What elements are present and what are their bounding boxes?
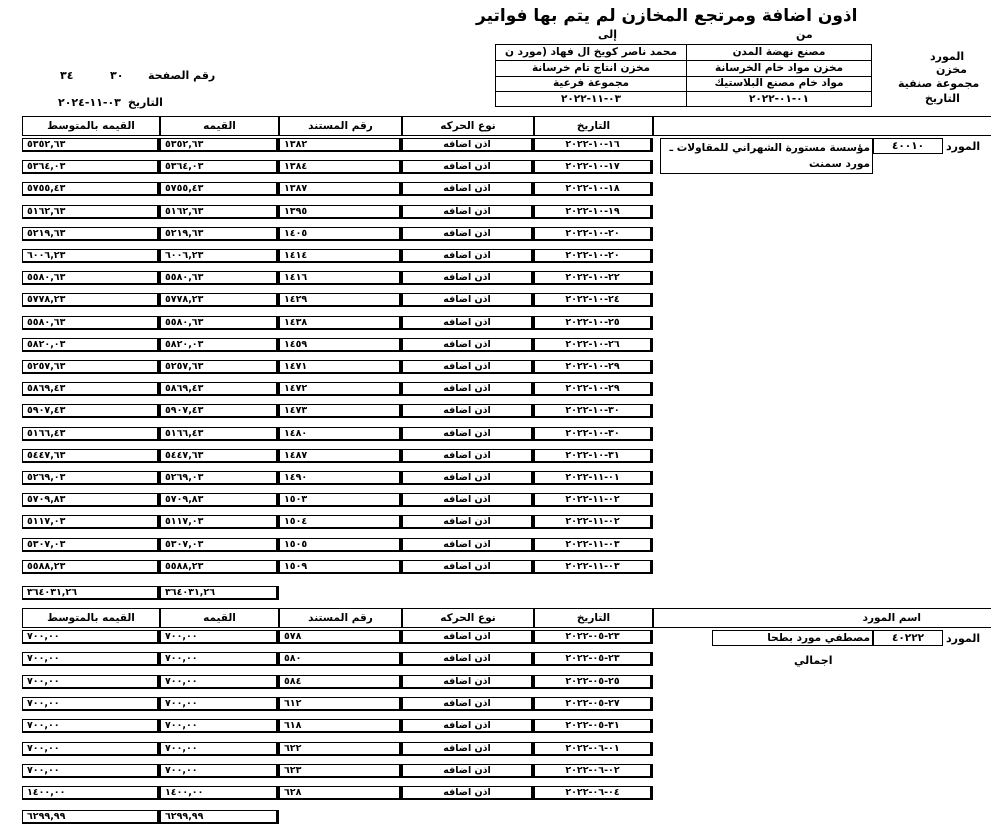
cell-type: اذن اضافه — [402, 293, 534, 307]
cell-value: ٥٥٨٨,٢٣ — [160, 560, 279, 574]
cell-type: اذن اضافه — [402, 652, 534, 666]
cell-value: ٥٨٢٠,٠٣ — [160, 338, 279, 352]
cell-date: ٢٩-١٠-٢٠٢٢ — [534, 382, 653, 396]
cell-doc: ٦٢٢ — [279, 742, 402, 756]
cell-type: اذن اضافه — [402, 316, 534, 330]
cell-doc: ١٤٨٠ — [279, 427, 402, 441]
cell-value: ٧٠٠,٠٠ — [160, 630, 279, 644]
filter-from-group: مواد خام مصنع البلاستيك — [714, 77, 844, 89]
cell-doc: ١٤٥٩ — [279, 338, 402, 352]
cell-avg: ٥٢٥٧,٦٣ — [22, 360, 160, 374]
cell-doc: ١٤٧١ — [279, 360, 402, 374]
print-date-label: التاريخ — [128, 96, 163, 109]
range-from-label: من — [796, 28, 813, 41]
cell-doc: ١٤٨٧ — [279, 449, 402, 463]
col-header-date: التاريخ — [534, 116, 653, 136]
cell-date: ٠١-٠٦-٢٠٢٢ — [534, 742, 653, 756]
cell-value: ١٤٠٠,٠٠ — [160, 786, 279, 800]
cell-type: اذن اضافه — [402, 742, 534, 756]
filter-to-store: مخزن انتاج تام خرسانة — [531, 62, 651, 74]
cell-value: ٥١١٧,٠٣ — [160, 515, 279, 529]
cell-doc: ٥٧٨ — [279, 630, 402, 644]
cell-avg: ٥٧٠٩,٨٣ — [22, 493, 160, 507]
cell-date: ٢٦-١٠-٢٠٢٢ — [534, 338, 653, 352]
cell-avg: ٧٠٠,٠٠ — [22, 764, 160, 778]
cell-date: ٠٢-٠٦-٢٠٢٢ — [534, 764, 653, 778]
filter-label-date: التاريخ — [925, 92, 960, 105]
cell-avg: ٥٢١٩,٦٣ — [22, 227, 160, 241]
cell-date: ٠٣-١١-٢٠٢٢ — [534, 538, 653, 552]
cell-date: ٢٢-١٠-٢٠٢٢ — [534, 271, 653, 285]
cell-doc: ١٤٠٥ — [279, 227, 402, 241]
cell-type: اذن اضافه — [402, 675, 534, 689]
cell-type: اذن اضافه — [402, 160, 534, 174]
cell-value: ٥٤٤٧,٦٣ — [160, 449, 279, 463]
cell-avg: ٧٠٠,٠٠ — [22, 742, 160, 756]
cell-date: ٢٠-١٠-٢٠٢٢ — [534, 249, 653, 263]
cell-doc: ١٤١٦ — [279, 271, 402, 285]
cell-avg: ٧٠٠,٠٠ — [22, 697, 160, 711]
cell-date: ٢٣-٠٥-٢٠٢٢ — [534, 652, 653, 666]
cell-type: اذن اضافه — [402, 764, 534, 778]
print-date: ٠٣-١١-٢٠٢٤ — [58, 96, 121, 109]
group2-total-label: اجمالي — [794, 654, 833, 667]
page-number-label: رقم الصفحة — [148, 69, 216, 82]
cell-type: اذن اضافه — [402, 560, 534, 574]
filter-from-store: مخزن مواد خام الخرسانة — [714, 62, 844, 74]
cell-value: ٧٠٠,٠٠ — [160, 764, 279, 778]
cell-avg: ٥٨٢٠,٠٣ — [22, 338, 160, 352]
filter-to-group: مجموعة فرعية — [552, 77, 630, 89]
cell-date: ١٩-١٠-٢٠٢٢ — [534, 205, 653, 219]
col-header-doc: رقم المستند — [279, 116, 402, 136]
cell-doc: ١٥٠٣ — [279, 493, 402, 507]
cell-doc: ٦١٢ — [279, 697, 402, 711]
group2-supplier-name: مصطفي مورد بطحا — [712, 630, 873, 646]
group1-supplier-code: ٤٠٠١٠ — [873, 138, 943, 154]
filter-label-store: مخزن — [936, 63, 967, 76]
cell-doc: ١٤٧٢ — [279, 382, 402, 396]
cell-date: ١٦-١٠-٢٠٢٢ — [534, 138, 653, 152]
cell-date: ٣١-٠٥-٢٠٢٢ — [534, 719, 653, 733]
cell-doc: ١٤٢٩ — [279, 293, 402, 307]
cell-avg: ٥٧٧٨,٢٣ — [22, 293, 160, 307]
cell-doc: ٥٨٤ — [279, 675, 402, 689]
col-header-type: نوع الحركه — [402, 116, 534, 136]
page-number: ٣٠ — [110, 69, 124, 82]
col-header-doc: رقم المستند — [279, 608, 402, 628]
cell-type: اذن اضافه — [402, 138, 534, 152]
cell-value: ٥٥٨٠,٦٣ — [160, 271, 279, 285]
cell-date: ٠٤-٠٦-٢٠٢٢ — [534, 786, 653, 800]
cell-doc: ٦٢٨ — [279, 786, 402, 800]
group2-total-value: ٦٢٩٩,٩٩ — [160, 810, 279, 824]
cell-value: ٧٠٠,٠٠ — [160, 719, 279, 733]
group2-supplier-label: المورد — [946, 632, 981, 645]
cell-avg: ٥٣٥٢,٦٣ — [22, 138, 160, 152]
supplier-header-cell — [653, 116, 991, 136]
cell-doc: ١٥٠٥ — [279, 538, 402, 552]
cell-date: ٠٢-١١-٢٠٢٢ — [534, 493, 653, 507]
cell-type: اذن اضافه — [402, 271, 534, 285]
cell-date: ٢٠-١٠-٢٠٢٢ — [534, 227, 653, 241]
cell-value: ٥٨٦٩,٤٣ — [160, 382, 279, 396]
cell-doc: ١٣٨٢ — [279, 138, 402, 152]
cell-avg: ٥٢٦٩,٠٣ — [22, 471, 160, 485]
cell-date: ٢٩-١٠-٢٠٢٢ — [534, 360, 653, 374]
cell-date: ١٨-١٠-٢٠٢٢ — [534, 182, 653, 196]
filter-box — [495, 44, 872, 107]
cell-avg: ١٤٠٠,٠٠ — [22, 786, 160, 800]
cell-doc: ١٤٧٣ — [279, 404, 402, 418]
cell-value: ٥٧٠٩,٨٣ — [160, 493, 279, 507]
group2-supplier-code: ٤٠٢٢٢ — [873, 630, 943, 646]
group1-supplier-name: مؤسسة مستورة الشهراني للمقاولات ـ مورد سمنت — [660, 138, 873, 174]
cell-value: ٧٠٠,٠٠ — [160, 652, 279, 666]
cell-avg: ٧٠٠,٠٠ — [22, 719, 160, 733]
cell-avg: ٥١٦٢,٦٣ — [22, 205, 160, 219]
group1-total-avg: ٣٦٤٠٣١,٢٦ — [22, 586, 160, 600]
col-header-avg: القيمه بالمتوسط — [22, 608, 160, 628]
cell-doc: ١٣٨٤ — [279, 160, 402, 174]
report-title: اذون اضافة ومرتجع المخازن لم يتم بها فواتير — [476, 6, 858, 26]
cell-type: اذن اضافه — [402, 382, 534, 396]
cell-date: ٣١-١٠-٢٠٢٢ — [534, 449, 653, 463]
filter-label-group: مجموعة صنفية — [898, 77, 980, 90]
cell-value: ٥٩٠٧,٤٣ — [160, 404, 279, 418]
cell-avg: ٧٠٠,٠٠ — [22, 652, 160, 666]
supplier-name-header: اسم المورد — [862, 612, 921, 624]
col-header-type: نوع الحركه — [402, 608, 534, 628]
cell-avg: ٥٥٨٠,٦٣ — [22, 316, 160, 330]
cell-avg: ٥١٦٦,٤٣ — [22, 427, 160, 441]
cell-type: اذن اضافه — [402, 515, 534, 529]
filter-from-date: ٠١-٠١-٢٠٢٢ — [748, 93, 809, 105]
cell-value: ٥٧٥٥,٤٣ — [160, 182, 279, 196]
cell-date: ٠٢-١١-٢٠٢٢ — [534, 515, 653, 529]
cell-value: ٥٣٠٧,٠٣ — [160, 538, 279, 552]
cell-value: ٧٠٠,٠٠ — [160, 742, 279, 756]
cell-value: ٥١٦٦,٤٣ — [160, 427, 279, 441]
cell-type: اذن اضافه — [402, 427, 534, 441]
cell-doc: ٦٢٣ — [279, 764, 402, 778]
col-header-avg: القيمه بالمتوسط — [22, 116, 160, 136]
col-header-date: التاريخ — [534, 608, 653, 628]
cell-avg: ٥٣٦٤,٠٣ — [22, 160, 160, 174]
cell-type: اذن اضافه — [402, 493, 534, 507]
cell-avg: ٥٤٤٧,٦٣ — [22, 449, 160, 463]
cell-date: ٢٧-٠٥-٢٠٢٢ — [534, 697, 653, 711]
cell-type: اذن اضافه — [402, 360, 534, 374]
cell-value: ٦٠٠٦,٢٣ — [160, 249, 279, 263]
cell-type: اذن اضافه — [402, 697, 534, 711]
cell-avg: ٦٠٠٦,٢٣ — [22, 249, 160, 263]
cell-avg: ٥٥٨٠,٦٣ — [22, 271, 160, 285]
col-header-value: القيمه — [160, 116, 279, 136]
cell-date: ٢٥-٠٥-٢٠٢٢ — [534, 675, 653, 689]
cell-type: اذن اضافه — [402, 182, 534, 196]
cell-doc: ١٤٣٨ — [279, 316, 402, 330]
cell-type: اذن اضافه — [402, 719, 534, 733]
cell-avg: ٥٧٥٥,٤٣ — [22, 182, 160, 196]
cell-value: ٥٣٥٢,٦٣ — [160, 138, 279, 152]
cell-value: ٥٢١٩,٦٣ — [160, 227, 279, 241]
cell-value: ٥١٦٢,٦٣ — [160, 205, 279, 219]
cell-date: ٠٣-١١-٢٠٢٢ — [534, 560, 653, 574]
range-to-label: إلى — [598, 28, 618, 41]
cell-type: اذن اضافه — [402, 227, 534, 241]
cell-avg: ٧٠٠,٠٠ — [22, 630, 160, 644]
cell-value: ٥٣٦٤,٠٣ — [160, 160, 279, 174]
group1-supplier-label: المورد — [946, 140, 981, 153]
cell-value: ٧٠٠,٠٠ — [160, 697, 279, 711]
cell-avg: ٧٠٠,٠٠ — [22, 675, 160, 689]
cell-date: ٣٠-١٠-٢٠٢٢ — [534, 427, 653, 441]
filter-to-date: ٠٣-١١-٢٠٢٢ — [560, 93, 621, 105]
cell-date: ١٧-١٠-٢٠٢٢ — [534, 160, 653, 174]
cell-date: ٢٣-٠٥-٢٠٢٢ — [534, 630, 653, 644]
supplier-header-cell — [653, 608, 991, 628]
cell-type: اذن اضافه — [402, 786, 534, 800]
cell-date: ٣٠-١٠-٢٠٢٢ — [534, 404, 653, 418]
cell-date: ٠١-١١-٢٠٢٢ — [534, 471, 653, 485]
cell-avg: ٥٩٠٧,٤٣ — [22, 404, 160, 418]
cell-value: ٥٢٥٧,٦٣ — [160, 360, 279, 374]
cell-doc: ١٣٩٥ — [279, 205, 402, 219]
cell-type: اذن اضافه — [402, 449, 534, 463]
page-total: ٣٤ — [60, 69, 74, 82]
filter-label-supplier: المورد — [930, 50, 965, 63]
cell-avg: ٥٣٠٧,٠٣ — [22, 538, 160, 552]
cell-value: ٥٥٨٠,٦٣ — [160, 316, 279, 330]
cell-doc: ١٥٠٩ — [279, 560, 402, 574]
cell-doc: ٦١٨ — [279, 719, 402, 733]
cell-type: اذن اضافه — [402, 538, 534, 552]
cell-type: اذن اضافه — [402, 205, 534, 219]
cell-date: ٢٤-١٠-٢٠٢٢ — [534, 293, 653, 307]
cell-avg: ٥١١٧,٠٣ — [22, 515, 160, 529]
cell-date: ٢٥-١٠-٢٠٢٢ — [534, 316, 653, 330]
col-header-value: القيمه — [160, 608, 279, 628]
cell-value: ٧٠٠,٠٠ — [160, 675, 279, 689]
filter-from-supplier: مصنع نهضة المدن — [732, 46, 826, 58]
group1-total-value: ٣٦٤٠٣١,٢٦ — [160, 586, 279, 600]
filter-to-supplier: محمد ناصر كويخ ال فهاد (مورد ن — [505, 46, 677, 58]
cell-doc: ١٤١٤ — [279, 249, 402, 263]
cell-value: ٥٢٦٩,٠٣ — [160, 471, 279, 485]
cell-doc: ١٥٠٤ — [279, 515, 402, 529]
cell-type: اذن اضافه — [402, 249, 534, 263]
cell-type: اذن اضافه — [402, 630, 534, 644]
group2-total-avg: ٦٢٩٩,٩٩ — [22, 810, 160, 824]
cell-avg: ٥٨٦٩,٤٣ — [22, 382, 160, 396]
cell-type: اذن اضافه — [402, 404, 534, 418]
cell-doc: ١٤٩٠ — [279, 471, 402, 485]
cell-value: ٥٧٧٨,٢٣ — [160, 293, 279, 307]
cell-doc: ٥٨٠ — [279, 652, 402, 666]
cell-doc: ١٣٨٧ — [279, 182, 402, 196]
cell-type: اذن اضافه — [402, 471, 534, 485]
cell-avg: ٥٥٨٨,٢٣ — [22, 560, 160, 574]
cell-type: اذن اضافه — [402, 338, 534, 352]
